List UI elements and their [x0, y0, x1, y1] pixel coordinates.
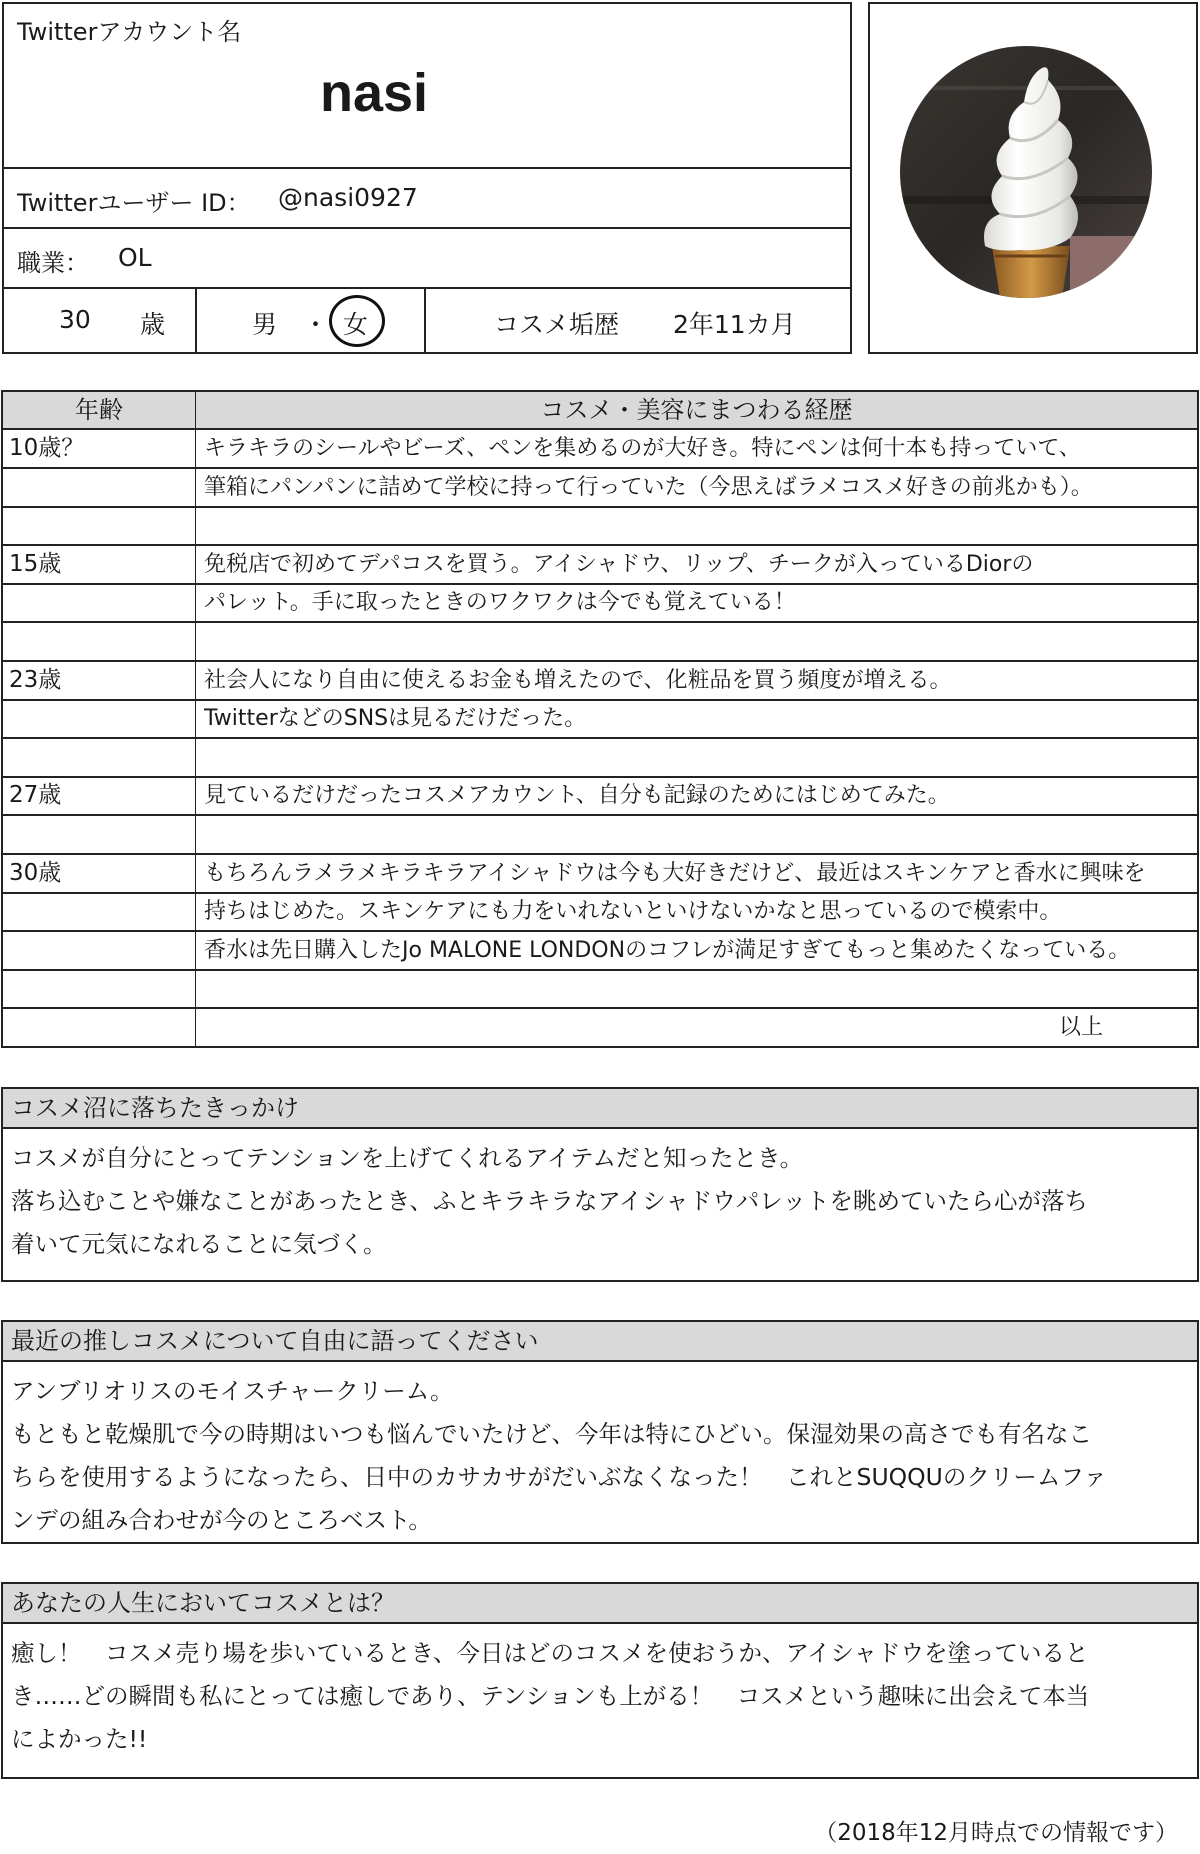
user-id-label: Twitterユーザー ID：	[17, 189, 251, 217]
recommend-line: ちらを使用するようになったら、日中のカサカサがだいぶなくなった！ これとSUQQUのクリームファ	[11, 1463, 1107, 1491]
career-row	[3, 546, 1197, 585]
account-name-row	[4, 4, 850, 169]
account-name: nasi	[319, 63, 429, 123]
trigger-line: 着いて元気になれることに気づく。	[11, 1230, 387, 1258]
meaning-title: あなたの人生においてコスメとは？	[3, 1584, 1197, 1624]
career-row	[3, 700, 1197, 739]
career-text-cell: 香水は先日購入したJo MALONE LONDONのコフレが満足すぎてもっと集めたくなっている。	[204, 937, 1131, 963]
career-row	[3, 970, 1197, 1009]
career-header-row	[3, 392, 1197, 430]
meaning-section	[1, 1582, 1199, 1779]
career-text-cell: TwitterなどのSNSは見るだけだった。	[204, 706, 587, 732]
career-age-cell: 23歳	[3, 662, 196, 699]
career-header-age: 年齢	[3, 392, 196, 428]
career-age-cell	[3, 932, 196, 969]
recommend-title: 最近の推しコスメについて自由に語ってください	[3, 1322, 1197, 1362]
cosme-history-cell	[426, 289, 850, 352]
career-age-cell	[3, 700, 196, 737]
career-age-cell	[3, 623, 196, 660]
career-end-text: 以上	[1058, 1015, 1103, 1040]
career-age-cell	[3, 507, 196, 544]
meaning-line: き……どの瞬間も私にとっては癒しであり、テンションも上がる！ コスメという趣味に出会えて本当	[11, 1682, 1090, 1710]
career-row	[3, 507, 1197, 546]
career-text-cell: キラキラのシールやビーズ、ペンを集めるのが大好き。特にペンは何十本も持っていて、	[204, 436, 1081, 461]
user-id: @nasi0927	[278, 183, 418, 212]
cosme-history-label: コスメ垢歴	[494, 310, 620, 339]
soft-serve-icecream-photo	[900, 46, 1152, 298]
career-age-cell: 30歳	[3, 855, 196, 892]
trigger-title: コスメ沼に落ちたきっかけ	[3, 1089, 1197, 1129]
career-row	[3, 739, 1197, 778]
career-row	[3, 623, 1197, 662]
career-age-cell: 27歳	[3, 777, 196, 814]
recommend-section	[1, 1320, 1199, 1544]
trigger-body	[3, 1129, 1197, 1266]
career-table	[1, 390, 1199, 1048]
account-name-label: Twitterアカウント名	[17, 18, 242, 46]
job-label: 職業：	[17, 249, 89, 277]
career-text-cell: 筆箱にパンパンに詰めて学校に持って行っていた（今思えばラメコスメ好きの前兆かも）。	[204, 474, 1093, 500]
career-age-cell	[3, 469, 196, 506]
footer-note: （2018年12月時点での情報です）	[814, 1820, 1178, 1846]
career-row	[3, 584, 1197, 623]
trigger-line: コスメが自分にとってテンションを上げてくれるアイテムだと知ったとき。	[11, 1144, 804, 1172]
career-end-row	[3, 1009, 1197, 1048]
recommend-line: ンデの組み合わせが今のところベスト。	[11, 1506, 432, 1534]
gender-male: 男	[252, 310, 278, 339]
career-age-cell	[3, 893, 196, 930]
career-text-cell: 社会人になり自由に使えるお金も増えたので、化粧品を買う頻度が増える。	[204, 667, 952, 693]
gender-female: 女	[343, 310, 369, 339]
gender-separator: ・	[303, 310, 329, 339]
career-text-cell: 免税店で初めてデパコスを買う。アイシャドウ、リップ、チークが入っているDiorの	[204, 551, 1034, 577]
career-text-cell: 見ているだけだったコスメアカウント、自分も記録のためにはじめてみた。	[204, 783, 950, 809]
career-end-age	[3, 1009, 196, 1048]
career-text-cell: パレット。手に取ったときのワクワクは今でも覚えている！	[204, 590, 796, 616]
trigger-section	[1, 1087, 1199, 1282]
career-age-cell	[3, 970, 196, 1007]
recommend-body	[3, 1362, 1197, 1542]
career-text-cell: もちろんラメラメキラキラアイシャドウは今も大好きだけど、最近はスキンケアと香水に興味を	[204, 860, 1146, 886]
career-row	[3, 816, 1197, 855]
trigger-line: 落ち込むことや嫌なことがあったとき、ふとキラキラなアイシャドウパレットを眺めていたら心が落ち	[11, 1187, 1089, 1215]
career-age-cell	[3, 584, 196, 621]
recommend-line: アンブリオリスのモイスチャークリーム。	[11, 1377, 454, 1405]
career-age-cell	[3, 816, 196, 853]
job-value: OL	[118, 243, 152, 272]
profile-card	[2, 2, 852, 354]
career-text-cell	[196, 739, 1197, 776]
meaning-line: によかった!!	[11, 1725, 148, 1753]
career-age-cell	[3, 739, 196, 776]
career-text-cell	[196, 816, 1197, 853]
age-value: 30	[59, 305, 91, 334]
career-row	[3, 932, 1197, 971]
age-unit: 歳	[140, 310, 166, 339]
cosme-history-value: 2年11カ月	[673, 310, 796, 339]
profile-photo-frame	[868, 2, 1198, 354]
job-row	[4, 229, 850, 289]
career-age-cell: 15歳	[3, 546, 196, 583]
career-age-cell: 10歳？	[3, 430, 196, 467]
meaning-body	[3, 1624, 1197, 1761]
career-row	[3, 469, 1197, 508]
meaning-line: 癒し！ コスメ売り場を歩いているとき、今日はどのコスメを使おうか、アイシャドウを塗っていると	[11, 1639, 1089, 1667]
info-row	[4, 289, 850, 352]
career-text-cell: 持ちはじめた。スキンケアにも力をいれないといけないかなと思っているので模索中。	[204, 899, 1062, 925]
career-row	[3, 430, 1197, 469]
career-text-cell	[196, 507, 1197, 544]
career-row	[3, 777, 1197, 816]
career-text-cell	[196, 623, 1197, 660]
career-row	[3, 855, 1197, 894]
career-row	[3, 893, 1197, 932]
career-row	[3, 662, 1197, 701]
career-header-text: コスメ・美容にまつわる経歴	[540, 396, 853, 424]
gender-cell	[197, 289, 426, 352]
age-cell	[4, 289, 197, 352]
selected-gender-circle	[329, 295, 385, 347]
recommend-line: もともと乾燥肌で今の時期はいつも悩んでいたけど、今年は特にひどい。保湿効果の高さでも有名なこ	[11, 1420, 1092, 1448]
career-text-cell	[196, 970, 1197, 1007]
user-id-row	[4, 169, 850, 229]
